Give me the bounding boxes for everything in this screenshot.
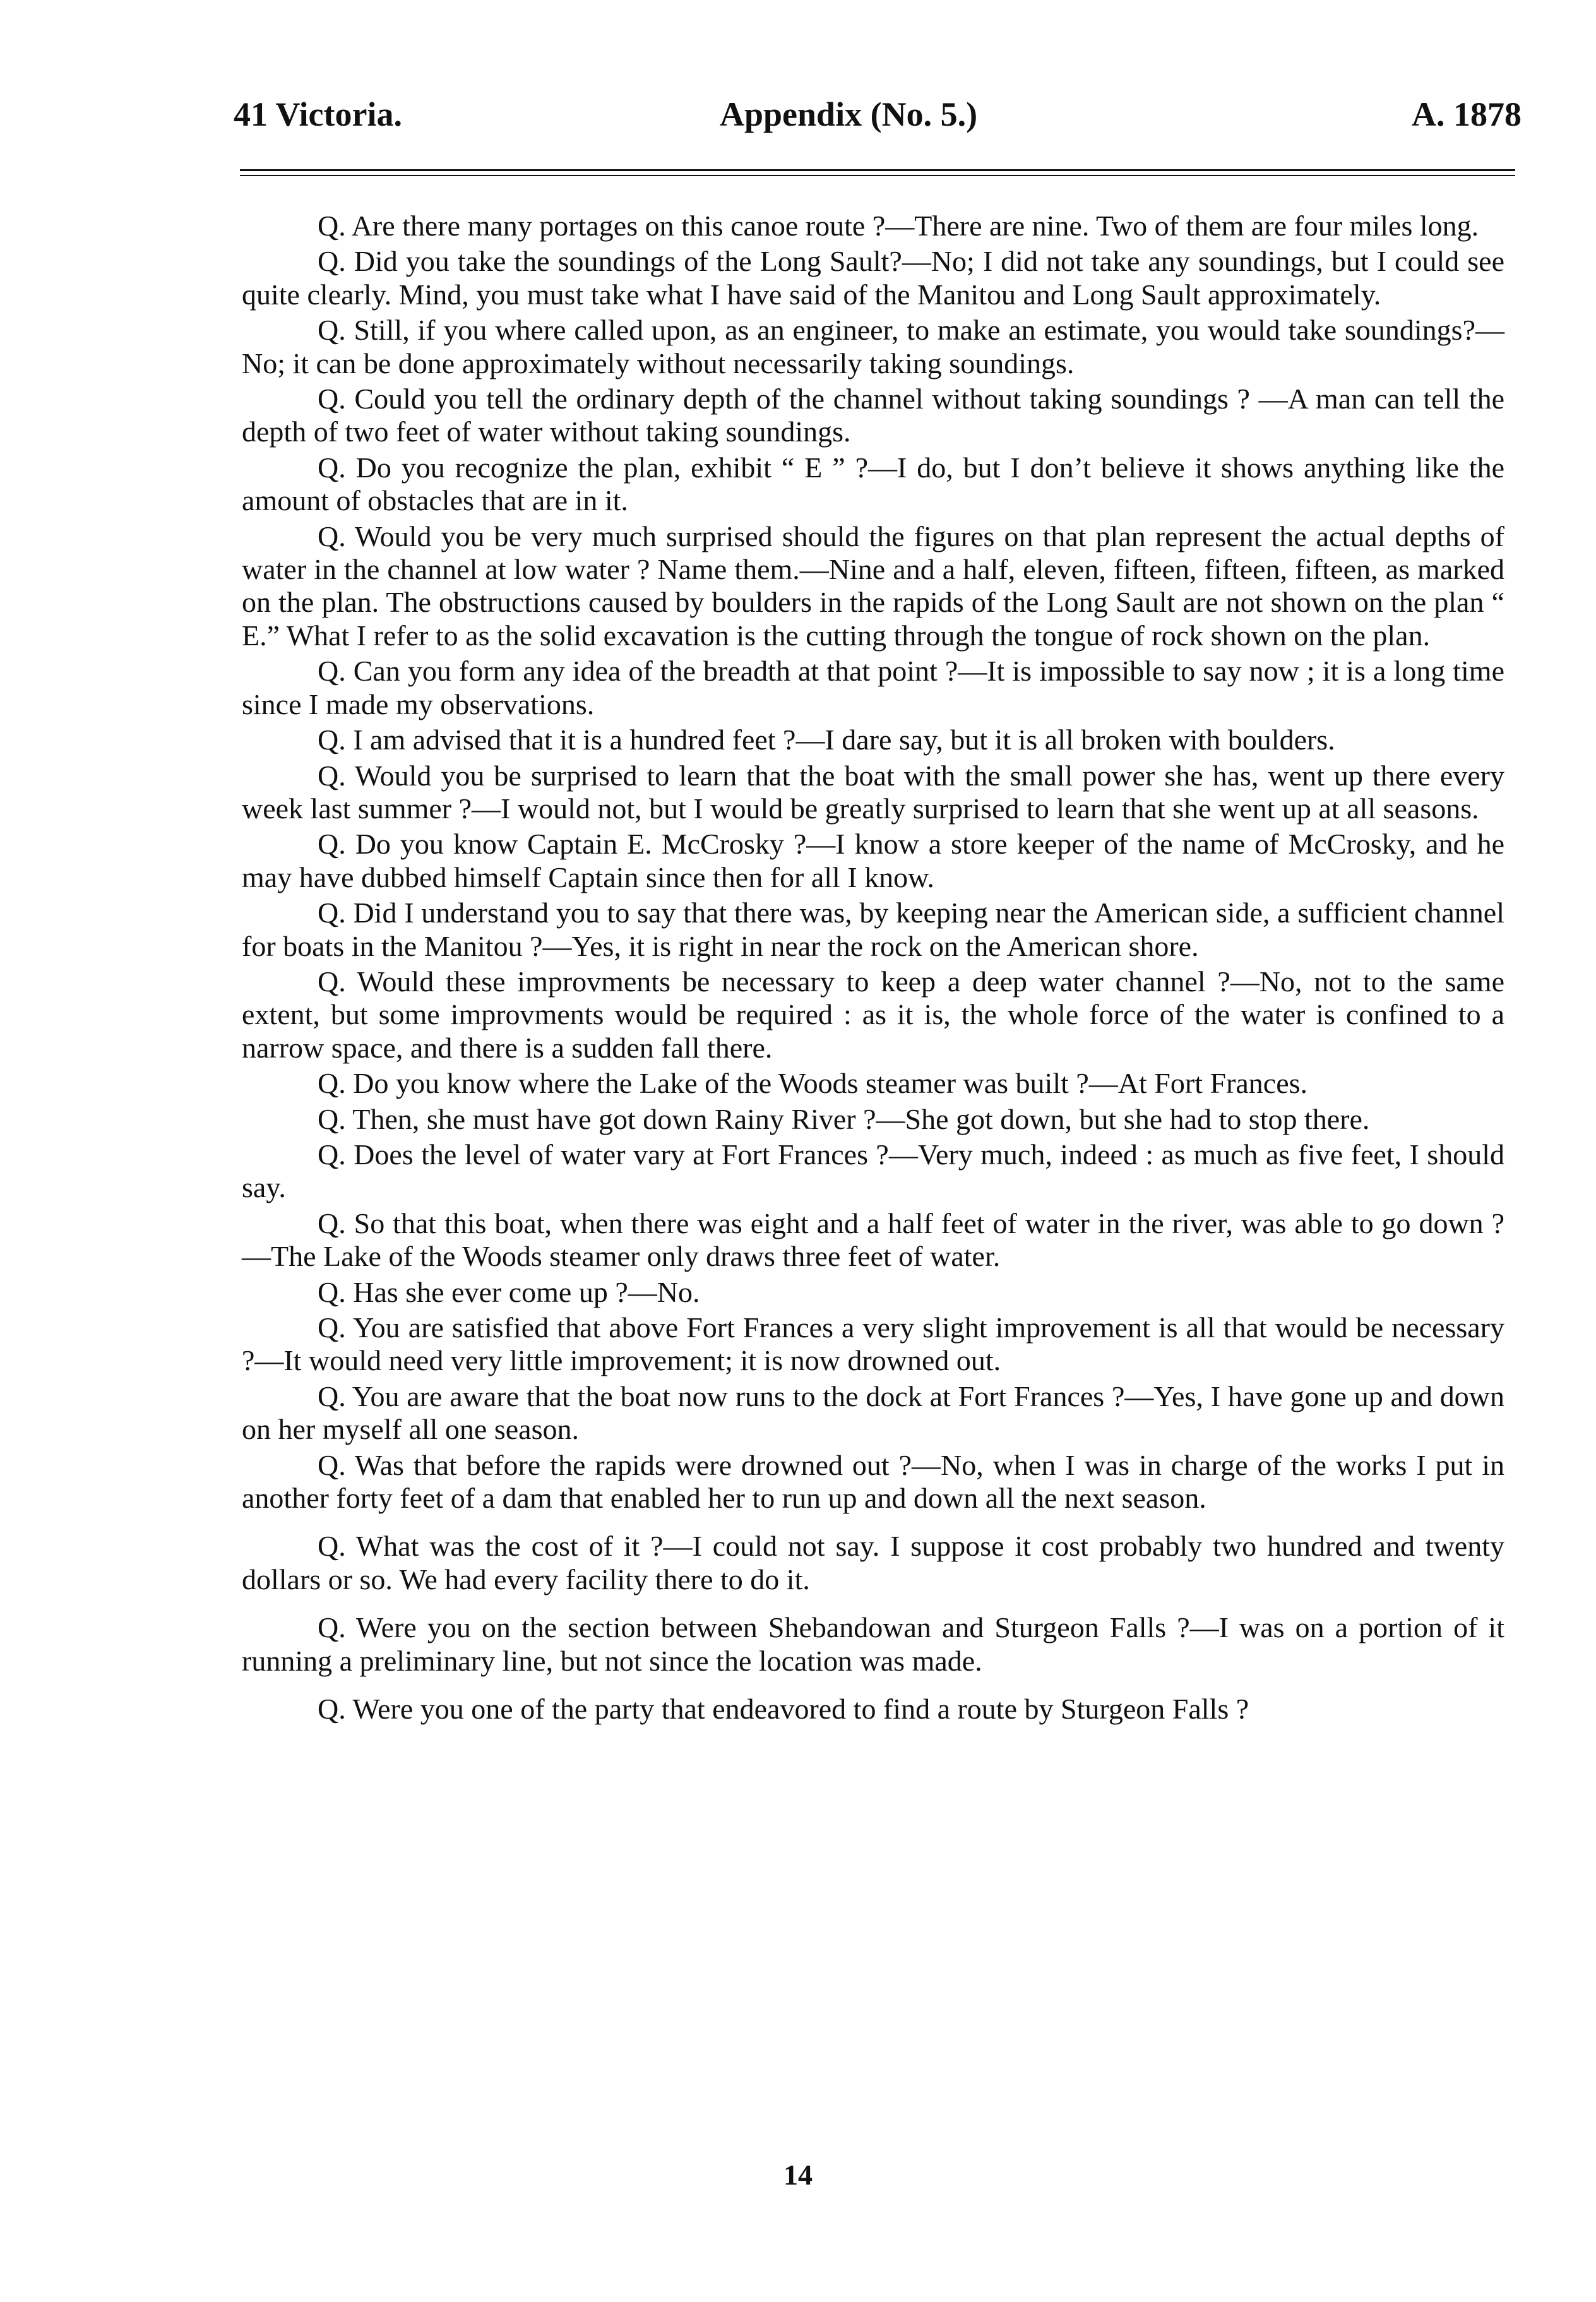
paragraph: Q. What was the cost of it ?—I could not say. I suppose it cost probably two hundred and twenty dollars or so. We had every facility there to do it. bbox=[242, 1530, 1504, 1595]
paragraph: Q. Did I understand you to say that there was, by keeping near the American side, a sufficient channel for boats in the Manitou ?—Yes, it is right in near the rock on the American shore. bbox=[242, 897, 1504, 962]
body-text bbox=[242, 210, 1504, 1728]
paragraph: Q. You are satisfied that above Fort Frances a very slight improvement is all that would be necessary ?—It would need very little improvement; it is now drowned out. bbox=[242, 1311, 1504, 1377]
paragraph: Q. Then, she must have got down Rainy River ?—She got down, but she had to stop there. bbox=[318, 1102, 1370, 1135]
paragraph: Q. You are aware that the boat now runs to the dock at Fort Frances ?—Yes, I have gone up and down on her myself all one season. bbox=[242, 1380, 1504, 1446]
paragraph: Q. Do you recognize the plan, exhibit “ E ” ?—I do, but I don’t believe it shows anything like the amount of obstacles that are in it. bbox=[242, 451, 1504, 517]
paragraph: Q. Do you know where the Lake of the Woods steamer was built ?—At Fort Frances. bbox=[318, 1067, 1308, 1100]
paragraph: Q. Can you form any idea of the breadth at that point ?—It is impossible to say now ; it is a long time since I made my observations. bbox=[242, 655, 1504, 720]
header-volume: 41 Victoria. bbox=[234, 95, 402, 133]
paragraph: Q. Still, if you where called upon, as an engineer, to make an estimate, you would take soundings?—No; it can be done approximately without necessarily taking soundings. bbox=[242, 314, 1504, 379]
paragraph: Q. Do you know Captain E. McCrosky ?—I know a store keeper of the name of McCrosky, and he may have dubbed himself Captain since then for all I know. bbox=[242, 828, 1504, 893]
paragraph: Q. Did you take the soundings of the Long Sault?—No; I did not take any soundings, but I could see quite clearly. Mind, you must take what I have said of the Manitou and Long Sault approximately. bbox=[242, 245, 1504, 311]
running-header bbox=[234, 95, 1522, 139]
paragraph: Q. Were you one of the party that endeavored to find a route by Sturgeon Falls ? bbox=[318, 1693, 1249, 1726]
header-rule bbox=[240, 169, 1515, 176]
header-appendix: Appendix (No. 5.) bbox=[720, 95, 978, 133]
paragraph: Q. Would you be very much surprised should the figures on that plan represent the actual depths of water in the channel at low water ? Name them.—Nine and a half, eleven, fifteen, fifteen, fifteen, as marked on the plan. The obstructions caused by boulders in the rapids of the Long Sault are not shown on the plan “ E.” What I refer to as the solid excavation is the cutting through the tongue of rock shown on the plan. bbox=[242, 520, 1504, 652]
page-number: 14 bbox=[783, 2159, 813, 2191]
paragraph: Q. So that this boat, when there was eight and a half feet of water in the river, was able to go down ?—The Lake of the Woods steamer only draws three feet of water. bbox=[242, 1207, 1504, 1273]
paragraph: Q. Would you be surprised to learn that the boat with the small power she has, went up there every week last summer ?—I would not, but I would be greatly surprised to learn that she went up at all seasons. bbox=[242, 759, 1504, 825]
paragraph: Q. I am advised that it is a hundred feet ?—I dare say, but it is all broken with boulders. bbox=[318, 724, 1335, 756]
paragraph: Q. Has she ever come up ?—No. bbox=[318, 1275, 700, 1308]
paragraph: Q. Could you tell the ordinary depth of the channel without taking soundings ? —A man can tell the depth of two feet of water without taking soundings. bbox=[242, 383, 1504, 448]
header-year: A. 1878 bbox=[1412, 95, 1522, 133]
paragraph: Q. Does the level of water vary at Fort Frances ?—Very much, indeed : as much as five feet, I should say. bbox=[242, 1138, 1504, 1204]
paragraph: Q. Are there many portages on this canoe route ?—There are nine. Two of them are four miles long. bbox=[318, 210, 1479, 242]
paragraph: Q. Would these improvments be necessary to keep a deep water channel ?—No, not to the same extent, but some improvments would be required : as it is, the whole force of the water is confined to a narrow space, and there is a sudden fall there. bbox=[242, 965, 1504, 1064]
paragraph: Q. Were you on the section between Shebandowan and Sturgeon Falls ?—I was on a portion of it running a preliminary line, but not since the location was made. bbox=[242, 1611, 1504, 1677]
paragraph: Q. Was that before the rapids were drowned out ?—No, when I was in charge of the works I put in another forty feet of a dam that enabled her to run up and down all the next season. bbox=[242, 1448, 1504, 1515]
